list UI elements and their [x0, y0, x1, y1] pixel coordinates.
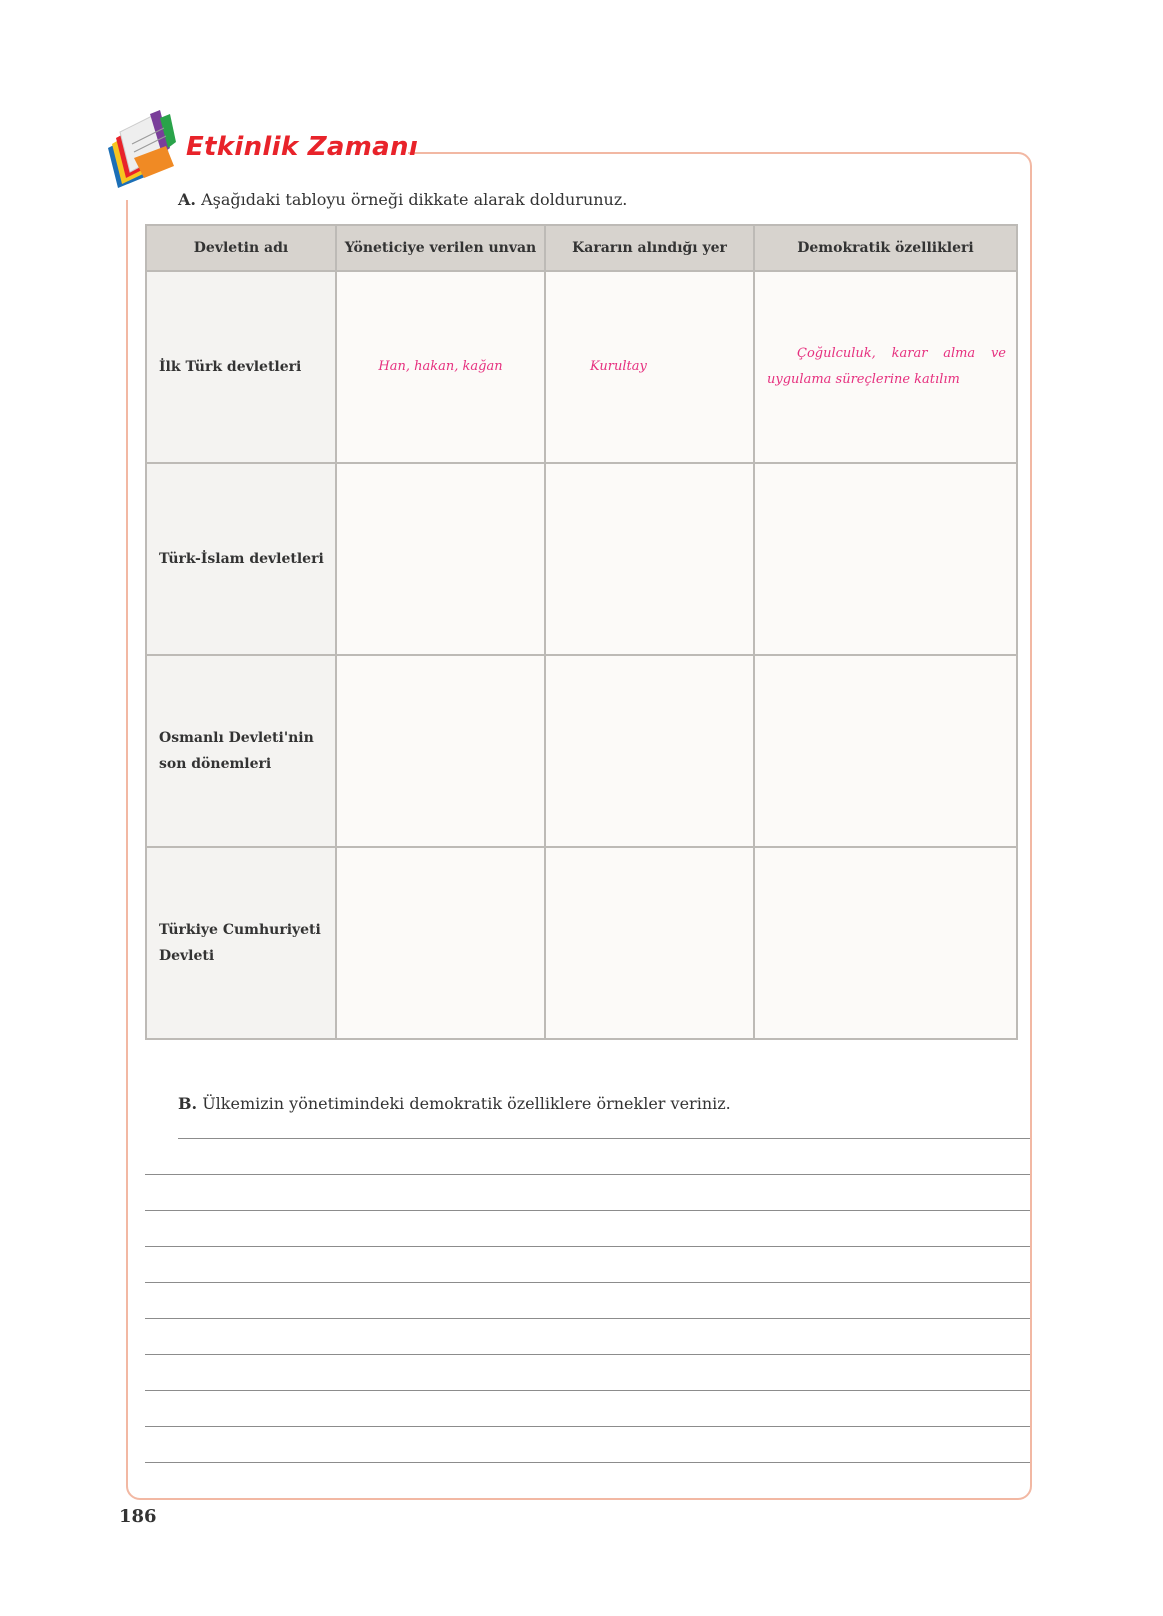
- writing-line[interactable]: [145, 1354, 1030, 1355]
- colored-paper-stack-icon: [104, 108, 186, 194]
- writing-line[interactable]: [145, 1246, 1030, 1247]
- activity-title: Etkinlik Zamanı: [186, 132, 419, 162]
- section-a-instruction: [178, 190, 627, 209]
- row-header-line: Devleti: [159, 948, 215, 964]
- blank-cell-decision-place[interactable]: [545, 463, 754, 655]
- answer-ruler-title: Han, hakan, kağan: [336, 271, 545, 463]
- writing-line[interactable]: [145, 1174, 1030, 1175]
- table-row: [146, 271, 1017, 463]
- column-header-ruler-title: Yöneticiye verilen unvan: [336, 225, 545, 271]
- blank-cell-democratic-features[interactable]: [754, 463, 1017, 655]
- activity-table: [145, 224, 1018, 1040]
- writing-line[interactable]: [145, 1390, 1030, 1391]
- row-header-line: son dönemleri: [159, 756, 272, 772]
- row-header-turkish-islamic-states: Türk-İslam devletleri: [146, 463, 336, 655]
- blank-cell-decision-place[interactable]: [545, 655, 754, 847]
- blank-cell-ruler-title[interactable]: [336, 655, 545, 847]
- column-header-democratic-features: Demokratik özellikleri: [754, 225, 1017, 271]
- table-row: [146, 463, 1017, 655]
- section-b-text: Ülkemizin yönetimindeki demokratik özelliklere örnekler veriniz.: [202, 1094, 731, 1113]
- blank-cell-ruler-title[interactable]: [336, 847, 545, 1039]
- section-b-label: B.: [178, 1094, 198, 1113]
- row-header-line: Osmanlı Devleti'nin: [159, 730, 314, 746]
- writing-line[interactable]: [145, 1318, 1030, 1319]
- table-row: [146, 655, 1017, 847]
- writing-line[interactable]: [145, 1210, 1030, 1211]
- answer-democratic-features: Çoğulculuk, karar alma ve uygulama süreçlerine katılım: [754, 271, 1017, 463]
- blank-cell-decision-place[interactable]: [545, 847, 754, 1039]
- table-row: [146, 847, 1017, 1039]
- page-number: 186: [119, 1506, 157, 1527]
- blank-cell-democratic-features[interactable]: [754, 655, 1017, 847]
- section-a-label: A.: [178, 190, 196, 209]
- section-a-text: Aşağıdaki tabloyu örneği dikkate alarak doldurunuz.: [201, 190, 628, 209]
- row-header-first-turkish-states: İlk Türk devletleri: [146, 271, 336, 463]
- blank-cell-democratic-features[interactable]: [754, 847, 1017, 1039]
- row-header-republic-of-turkey: [146, 847, 336, 1039]
- column-header-decision-place: Kararın alındığı yer: [545, 225, 754, 271]
- writing-line[interactable]: [145, 1282, 1030, 1283]
- writing-line[interactable]: [145, 1462, 1030, 1463]
- row-header-ottoman-late-period: [146, 655, 336, 847]
- row-header-line: Türkiye Cumhuriyeti: [159, 922, 321, 938]
- section-b-instruction: [178, 1094, 731, 1113]
- table-header-row: [146, 225, 1017, 271]
- answer-decision-place: Kurultay: [545, 271, 754, 463]
- column-header-state-name: Devletin adı: [146, 225, 336, 271]
- writing-line[interactable]: [145, 1426, 1030, 1427]
- blank-cell-ruler-title[interactable]: [336, 463, 545, 655]
- writing-line[interactable]: [178, 1138, 1030, 1139]
